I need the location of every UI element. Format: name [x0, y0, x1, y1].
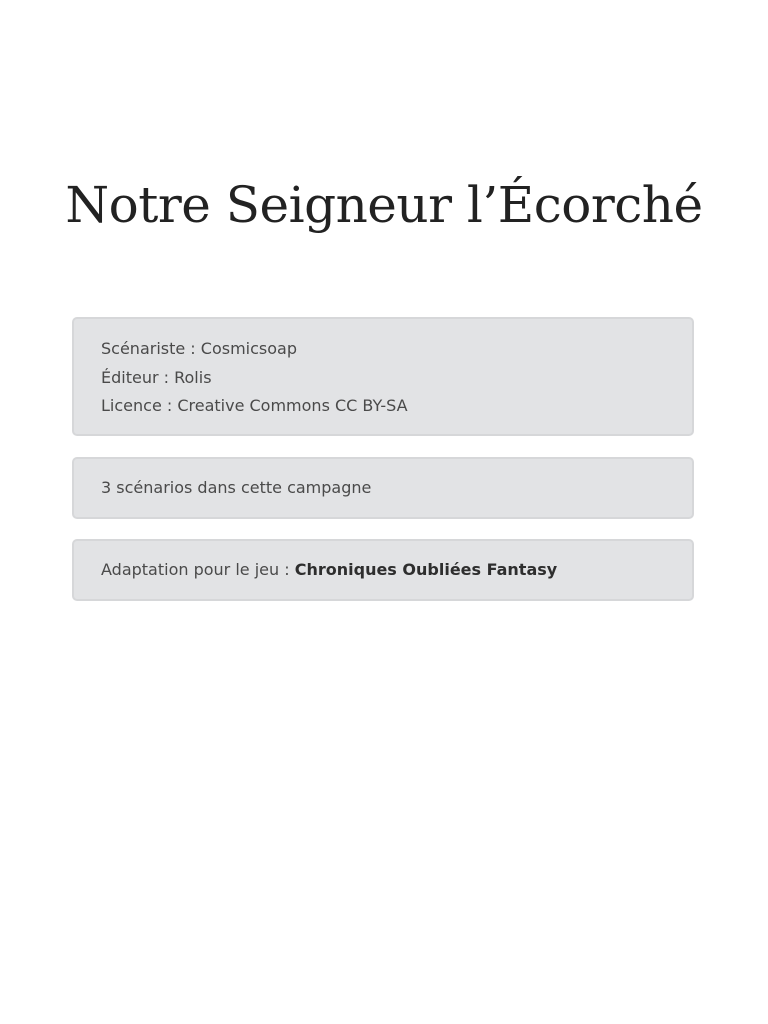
page-title: Notre Seigneur l’Écorché: [65, 176, 703, 234]
adaptation-label: Adaptation pour le jeu :: [101, 560, 290, 579]
scenario-count-text: 3 scénarios dans cette campagne: [101, 478, 372, 497]
author-line: Scénariste : Cosmicsoap: [101, 339, 297, 358]
game-adaptation-panel: [72, 539, 694, 601]
game-system-name[interactable]: Chroniques Oubliées Fantasy: [294, 560, 558, 579]
publisher-line: Éditeur : Rolis: [101, 367, 212, 387]
credits-panel: [72, 317, 694, 436]
license-line: Licence : Creative Commons CC BY-SA: [101, 396, 408, 415]
campaign-count-panel: [72, 457, 694, 519]
